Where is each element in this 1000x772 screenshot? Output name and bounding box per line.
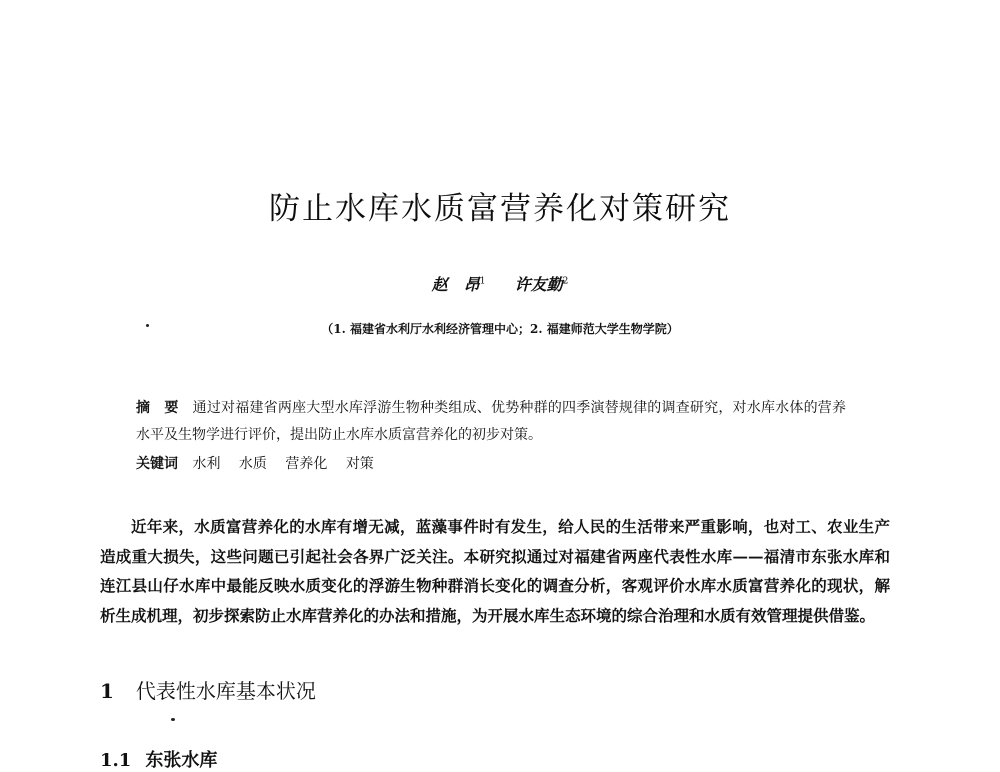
section-heading xyxy=(100,675,316,704)
scan-speck xyxy=(146,324,149,327)
paper-title: 防止水库水质富营养化对策研究 xyxy=(269,191,731,227)
author-name: 许友勤 xyxy=(514,275,563,294)
author-affil-mark: 1 xyxy=(479,276,486,287)
abstract-text: 通过对福建省两座大型水库浮游生物种类组成、优势种群的四季演替规律的调查研究，对水库水体的营养水平及生物学进行评价，提出防止水库水质富营养化的初步对策。 xyxy=(136,400,846,443)
keyword: 对策 xyxy=(345,456,374,472)
section-title: 代表性水库基本状况 xyxy=(135,679,316,703)
author-affil-mark: 2 xyxy=(562,276,569,287)
subsection-heading xyxy=(100,746,217,772)
author-name: 赵 昂 xyxy=(431,275,480,294)
keywords-label: 关键词 xyxy=(136,456,178,472)
keywords xyxy=(136,453,388,473)
scan-speck xyxy=(171,718,175,721)
keyword: 水质 xyxy=(238,456,267,472)
section-number: 1 xyxy=(100,679,114,703)
affiliations: （1. 福建省水利厅水利经济管理中心；2. 福建师范大学生物学院） xyxy=(321,322,679,336)
intro-paragraph: 近年来，水质富营养化的水库有增无减，蓝藻事件时有发生，给人民的生活带来严重影响，也对工、农业生产造成重大损失，这些问题已引起社会各界广泛关注。本研究拟通过对福建省两座代表性水库——福清市东张水库和连江县山仔水库中最能反映水质变化的浮游生物种群消长变化的调查分析，客观评价水库水质富营养化的现状，解析生成机理，初步探索防止水库营养化的办法和措施，为开展水库生态环境的综合治理和水质有效管理提供借鉴。 xyxy=(100,517,890,625)
keyword: 水利 xyxy=(192,456,221,472)
abstract xyxy=(136,395,846,449)
subsection-number: 1.1 xyxy=(100,750,132,771)
abstract-label: 摘 要 xyxy=(136,400,179,416)
subsection-title: 东张水库 xyxy=(145,750,218,771)
keyword: 营养化 xyxy=(285,456,328,472)
author-line xyxy=(0,272,1000,295)
